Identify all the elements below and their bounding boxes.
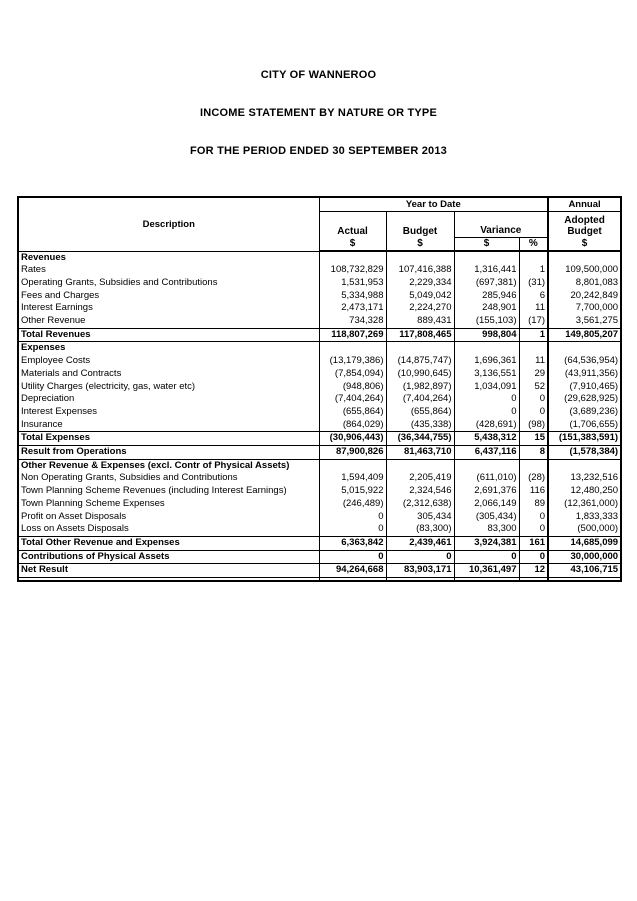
cell-budget: 83,903,171 — [386, 564, 454, 578]
cell-annual-budget: (7,910,465) — [548, 381, 621, 394]
table-bottom-spacer — [18, 578, 621, 581]
spacer-cell — [454, 578, 519, 581]
cell-budget: 2,205,419 — [386, 472, 454, 485]
cell-variance-amount: 2,066,149 — [454, 498, 519, 511]
spacer-cell — [548, 578, 621, 581]
cell-label: Total Expenses — [18, 432, 319, 446]
cell-variance-percent — [519, 459, 548, 472]
cell-variance-amount: 6,437,116 — [454, 446, 519, 460]
spacer-row — [18, 578, 621, 581]
table-row — [18, 419, 621, 432]
cell-actual: 6,363,842 — [319, 536, 386, 550]
cell-actual: 0 — [319, 550, 386, 564]
cell-annual-budget: 30,000,000 — [548, 550, 621, 564]
cell-actual: (246,489) — [319, 498, 386, 511]
header-actual: Actual — [319, 212, 386, 238]
table-row — [18, 523, 621, 536]
cell-variance-amount: 1,034,091 — [454, 381, 519, 394]
cell-variance-percent — [519, 251, 548, 264]
table-header — [18, 197, 621, 251]
cell-variance-amount: (611,010) — [454, 472, 519, 485]
cell-budget: 81,463,710 — [386, 446, 454, 460]
cell-annual-budget: 8,801,083 — [548, 277, 621, 290]
table-row — [18, 406, 621, 419]
cell-annual-budget — [548, 251, 621, 264]
cell-label: Utility Charges (electricity, gas, water etc) — [18, 381, 319, 394]
table-row — [18, 472, 621, 485]
cell-budget: 2,224,270 — [386, 302, 454, 315]
cell-variance-amount: 83,300 — [454, 523, 519, 536]
cell-label: Other Revenue & Expenses (excl. Contr of Physical Assets) — [18, 459, 319, 472]
cell-variance-amount: (428,691) — [454, 419, 519, 432]
cell-variance-percent: 0 — [519, 511, 548, 524]
cell-annual-budget: 43,106,715 — [548, 564, 621, 578]
cell-label: Rates — [18, 264, 319, 277]
cell-budget: 5,049,042 — [386, 290, 454, 303]
cell-annual-budget: (1,578,384) — [548, 446, 621, 460]
document-title: CITY OF WANNEROO — [260, 69, 377, 81]
header-adopted-budget: Adopted Budget — [548, 212, 621, 238]
cell-actual: (864,029) — [319, 419, 386, 432]
cell-annual-budget: 14,685,099 — [548, 536, 621, 550]
cell-annual-budget: (64,536,954) — [548, 355, 621, 368]
table-row — [18, 446, 621, 460]
cell-actual: (655,864) — [319, 406, 386, 419]
cell-actual: 118,807,269 — [319, 328, 386, 342]
cell-annual-budget: (151,383,591) — [548, 432, 621, 446]
cell-actual: (7,404,264) — [319, 393, 386, 406]
cell-actual: (948,806) — [319, 381, 386, 394]
cell-actual: 108,732,829 — [319, 264, 386, 277]
cell-actual: (7,854,094) — [319, 368, 386, 381]
cell-actual: 5,334,988 — [319, 290, 386, 303]
cell-variance-amount — [454, 342, 519, 355]
cell-label: Non Operating Grants, Subsidies and Contributions — [18, 472, 319, 485]
header-unit-variance-percent: % — [519, 238, 548, 252]
header-description: Description — [18, 197, 319, 251]
table-row — [18, 342, 621, 355]
cell-label: Expenses — [18, 342, 319, 355]
cell-budget: (36,344,755) — [386, 432, 454, 446]
cell-variance-amount: 285,946 — [454, 290, 519, 303]
cell-label: Insurance — [18, 419, 319, 432]
cell-label: Operating Grants, Subsidies and Contributions — [18, 277, 319, 290]
cell-variance-amount: 0 — [454, 393, 519, 406]
cell-budget: 0 — [386, 550, 454, 564]
cell-budget — [386, 251, 454, 264]
cell-variance-percent: 8 — [519, 446, 548, 460]
cell-annual-budget: 7,700,000 — [548, 302, 621, 315]
header-unit-annual: $ — [548, 238, 621, 252]
table-row — [18, 550, 621, 564]
table-row — [18, 251, 621, 264]
cell-variance-amount: (305,434) — [454, 511, 519, 524]
cell-budget: (655,864) — [386, 406, 454, 419]
income-statement-table — [17, 196, 622, 582]
cell-annual-budget: 1,833,333 — [548, 511, 621, 524]
cell-label: Net Result — [18, 564, 319, 578]
cell-variance-percent: 6 — [519, 290, 548, 303]
income-table-body — [18, 251, 621, 578]
cell-budget: (14,875,747) — [386, 355, 454, 368]
cell-label: Depreciation — [18, 393, 319, 406]
spacer-cell — [319, 578, 386, 581]
cell-budget: 117,808,465 — [386, 328, 454, 342]
cell-budget: 2,439,461 — [386, 536, 454, 550]
cell-variance-percent: 89 — [519, 498, 548, 511]
table-row — [18, 381, 621, 394]
cell-variance-amount: 3,136,551 — [454, 368, 519, 381]
cell-actual: 0 — [319, 511, 386, 524]
cell-variance-amount: 5,438,312 — [454, 432, 519, 446]
cell-actual — [319, 342, 386, 355]
header-year-to-date: Year to Date — [319, 197, 548, 212]
cell-annual-budget: (43,911,356) — [548, 368, 621, 381]
cell-label: Fees and Charges — [18, 290, 319, 303]
cell-actual: 87,900,826 — [319, 446, 386, 460]
cell-label: Employee Costs — [18, 355, 319, 368]
cell-variance-percent: 11 — [519, 302, 548, 315]
cell-variance-percent: 11 — [519, 355, 548, 368]
table-row — [18, 264, 621, 277]
cell-annual-budget: 3,561,275 — [548, 315, 621, 328]
cell-actual: 1,594,409 — [319, 472, 386, 485]
cell-budget: (10,990,645) — [386, 368, 454, 381]
cell-variance-percent: 52 — [519, 381, 548, 394]
cell-variance-amount: (697,381) — [454, 277, 519, 290]
cell-variance-percent: 29 — [519, 368, 548, 381]
cell-annual-budget: (3,689,236) — [548, 406, 621, 419]
cell-annual-budget: 20,242,849 — [548, 290, 621, 303]
cell-variance-percent: (98) — [519, 419, 548, 432]
table-row — [18, 315, 621, 328]
cell-actual: (30,906,443) — [319, 432, 386, 446]
document-period: FOR THE PERIOD ENDED 30 SEPTEMBER 2013 — [190, 145, 447, 157]
cell-actual: 1,531,953 — [319, 277, 386, 290]
cell-annual-budget: 13,232,516 — [548, 472, 621, 485]
table-row — [18, 564, 621, 578]
cell-variance-amount — [454, 459, 519, 472]
cell-annual-budget: (1,706,655) — [548, 419, 621, 432]
cell-variance-percent: 12 — [519, 564, 548, 578]
header-unit-variance-dollar: $ — [454, 238, 519, 252]
cell-actual — [319, 251, 386, 264]
cell-budget: 2,229,334 — [386, 277, 454, 290]
cell-variance-percent: 1 — [519, 328, 548, 342]
table-row — [18, 432, 621, 446]
cell-budget: (435,338) — [386, 419, 454, 432]
spacer-cell — [519, 578, 548, 581]
cell-actual: (13,179,386) — [319, 355, 386, 368]
cell-variance-percent: 0 — [519, 550, 548, 564]
cell-budget: (1,982,897) — [386, 381, 454, 394]
table-row — [18, 393, 621, 406]
cell-variance-amount: 1,316,441 — [454, 264, 519, 277]
cell-variance-amount — [454, 251, 519, 264]
cell-variance-percent: 0 — [519, 523, 548, 536]
cell-variance-percent: 161 — [519, 536, 548, 550]
table-row — [18, 536, 621, 550]
cell-label: Profit on Asset Disposals — [18, 511, 319, 524]
cell-label: Other Revenue — [18, 315, 319, 328]
cell-actual — [319, 459, 386, 472]
cell-variance-amount: 0 — [454, 406, 519, 419]
cell-variance-amount: (155,103) — [454, 315, 519, 328]
header-annual: Annual — [548, 197, 621, 212]
cell-annual-budget: (29,628,925) — [548, 393, 621, 406]
cell-budget: 305,434 — [386, 511, 454, 524]
cell-variance-amount: 2,691,376 — [454, 485, 519, 498]
header-unit-actual: $ — [319, 238, 386, 252]
cell-label: Town Planning Scheme Revenues (including Interest Earnings) — [18, 485, 319, 498]
cell-label: Total Revenues — [18, 328, 319, 342]
cell-variance-amount: 998,804 — [454, 328, 519, 342]
cell-variance-percent: 1 — [519, 264, 548, 277]
table-row — [18, 368, 621, 381]
cell-variance-percent: 15 — [519, 432, 548, 446]
cell-actual: 0 — [319, 523, 386, 536]
cell-variance-percent: 0 — [519, 393, 548, 406]
table-row — [18, 511, 621, 524]
spacer-cell — [18, 578, 319, 581]
cell-annual-budget — [548, 342, 621, 355]
header-variance: Variance — [454, 212, 548, 238]
cell-annual-budget: (500,000) — [548, 523, 621, 536]
cell-actual: 5,015,922 — [319, 485, 386, 498]
cell-budget: (2,312,638) — [386, 498, 454, 511]
table-row — [18, 498, 621, 511]
cell-variance-amount: 248,901 — [454, 302, 519, 315]
table-row — [18, 302, 621, 315]
cell-annual-budget: 12,480,250 — [548, 485, 621, 498]
cell-variance-amount: 10,361,497 — [454, 564, 519, 578]
cell-label: Materials and Contracts — [18, 368, 319, 381]
cell-annual-budget: 109,500,000 — [548, 264, 621, 277]
cell-variance-percent: (31) — [519, 277, 548, 290]
cell-variance-amount: 1,696,361 — [454, 355, 519, 368]
table-row — [18, 277, 621, 290]
table-row — [18, 355, 621, 368]
cell-variance-percent: (28) — [519, 472, 548, 485]
cell-budget: 889,431 — [386, 315, 454, 328]
cell-budget: (7,404,264) — [386, 393, 454, 406]
table-row — [18, 290, 621, 303]
cell-budget — [386, 342, 454, 355]
cell-variance-percent: 116 — [519, 485, 548, 498]
cell-label: Revenues — [18, 251, 319, 264]
cell-annual-budget: (12,361,000) — [548, 498, 621, 511]
cell-label: Interest Earnings — [18, 302, 319, 315]
cell-budget: (83,300) — [386, 523, 454, 536]
cell-label: Result from Operations — [18, 446, 319, 460]
cell-variance-amount: 3,924,381 — [454, 536, 519, 550]
cell-budget: 2,324,546 — [386, 485, 454, 498]
table-row — [18, 328, 621, 342]
cell-label: Loss on Assets Disposals — [18, 523, 319, 536]
cell-variance-amount: 0 — [454, 550, 519, 564]
cell-label: Contributions of Physical Assets — [18, 550, 319, 564]
cell-label: Total Other Revenue and Expenses — [18, 536, 319, 550]
cell-variance-percent — [519, 342, 548, 355]
cell-budget: 107,416,388 — [386, 264, 454, 277]
table-row — [18, 459, 621, 472]
spacer-cell — [386, 578, 454, 581]
cell-annual-budget: 149,805,207 — [548, 328, 621, 342]
table-row — [18, 485, 621, 498]
cell-label: Interest Expenses — [18, 406, 319, 419]
cell-budget — [386, 459, 454, 472]
cell-label: Town Planning Scheme Expenses — [18, 498, 319, 511]
cell-actual: 734,328 — [319, 315, 386, 328]
header-budget: Budget — [386, 212, 454, 238]
cell-actual: 94,264,668 — [319, 564, 386, 578]
cell-variance-percent: (17) — [519, 315, 548, 328]
header-unit-budget: $ — [386, 238, 454, 252]
document-subtitle: INCOME STATEMENT BY NATURE OR TYPE — [200, 107, 437, 119]
cell-actual: 2,473,171 — [319, 302, 386, 315]
header-row-groups — [18, 197, 621, 212]
cell-variance-percent: 0 — [519, 406, 548, 419]
cell-annual-budget — [548, 459, 621, 472]
